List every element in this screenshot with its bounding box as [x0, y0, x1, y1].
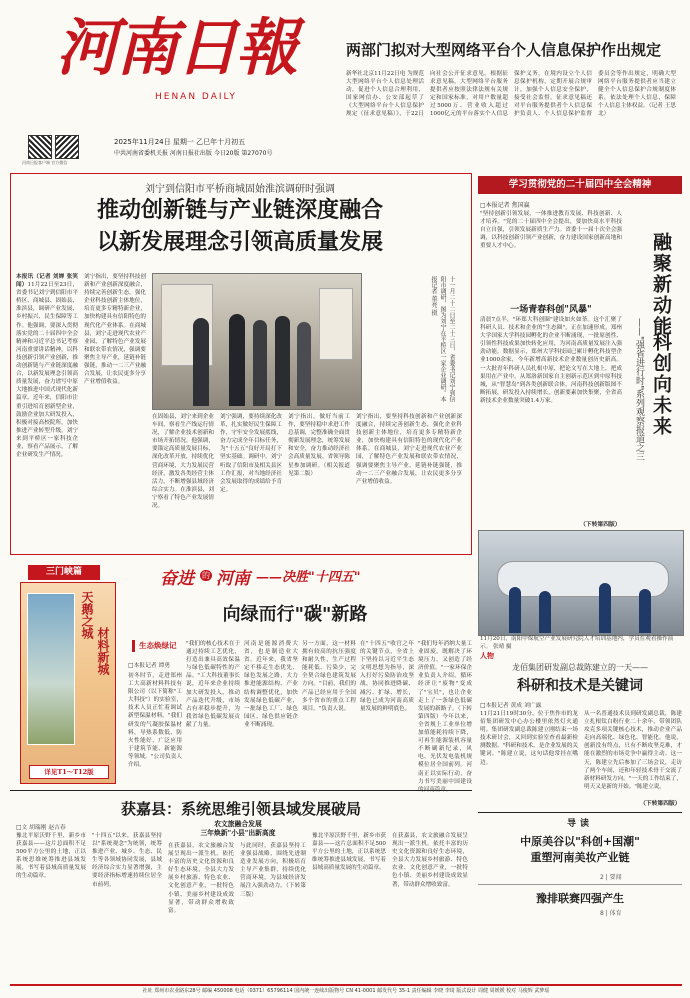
- slogan-part-mid: 的: [202, 571, 210, 580]
- people-kicker: 龙佰集团研发副总裁陈建立的一天——: [512, 663, 648, 672]
- masthead-title: 河南日報: [56, 11, 297, 84]
- lead-body-1: 11月22日至23日，省委书记刘宁到信阳市平桥区、商城县、固始县、淮滨县，调研产业发展、乡村振兴、民生保障等工作。他强调，要深入贯彻落实党的二十届四中全会精神和习近平总书记考察河南重要讲话精神，以科技创新引领产业创新，推动创新链与产业链深度融合，以新发展理念引领高质量发展，奋力谱写中原大地推进中国式现代化新篇章。近年来，信阳市注重引进培育创新型企业，鼓励企业加大研发投入，积极对接高校院所，加快推进产业转型升级。刘宁来到平桥区一家科技企业，察看产品展示，了解企业研发生产情况。: [16, 282, 78, 459]
- slogan-band: [120, 564, 470, 589]
- lead-col-2: [84, 273, 146, 547]
- bottom-col-5: [312, 832, 386, 982]
- footer-text: 社址 郑州市农业路东28号 邮编 450008 电话（0371）65796114 国内统一连续出版物号 CN 41-0001 邮发代号 35-1 责任编辑 李晓 李琦 版式设计 周健 周媛媛 校对 马俊辉 武梦瑶: [142, 988, 550, 994]
- bottom-col-1: [16, 832, 86, 982]
- lead-col-3: [152, 413, 214, 547]
- people-col-2: [584, 710, 682, 796]
- green-body-1: 初冬时节，走进郑州工大高新材料科技有限公司（以下简称"工大科技"）的实验室，技术人员正忙着调试新型保温材料。"我们研发的气凝胶保温材料，导热系数低、防火性能好，广泛应用于建筑节能、新能源等领域。"公司负责人介绍。: [128, 673, 182, 769]
- bottom-body-1: 豫北平原沃野千里，新乡市获嘉县——这片总面积不足500平方公里的土地，正以系统思维统筹推进县域发展，书写着县域高质量发展的生动篇章。: [16, 833, 86, 880]
- green-body-5: 在"十四五"收官之年的关键节点，全省上下坚持以习近平生态文明思想为指导，深入打好污染防治攻坚战，协同推进降碳、减污、扩绿、增长，绿色已成为河南高质量发展的鲜明底色。: [360, 641, 414, 712]
- section-label: 生态焕绿记: [132, 640, 203, 652]
- right-photo: [478, 530, 684, 636]
- people-label: 人物: [480, 652, 494, 660]
- lead-byline: 本报讯（记者 刘婵 张笑闻）: [16, 274, 78, 289]
- sidebar-text-1: 天鹅之城: [80, 591, 94, 639]
- people-body-3: 这一天，陈建立先后参加了三场会议，走访了两个车间，还和年轻技术骨干交流了新材料研发方向。"一天的工作结束了，明天又是新的开始。"陈建立说。: [584, 751, 682, 790]
- people-byline: □本报记者 黄成 刘广露: [480, 703, 542, 709]
- guide-item-1-headline[interactable]: 中原美谷以"科创+国潮" 重塑河南美妆产业链: [520, 835, 640, 864]
- lead-photo: [152, 273, 362, 410]
- rule-guide: [478, 812, 682, 813]
- lead-col-4: [220, 413, 282, 547]
- green-body-7: 今年以来，全省规上工业单位增加值能耗持续下降，可再生能源装机容量不断刷新纪录，风电、光伏发电装机规模位居全国前列。河南正以实际行动，奋力书写美丽中国建设: [418, 713, 472, 785]
- lead-col-6: [356, 413, 462, 547]
- green-col-4: [302, 640, 356, 782]
- lead-col-5: [288, 413, 350, 547]
- lead-body-3: 在固始县，刘宁来到企业车间，察看生产线运行情况，了解企业技术创新和市场开拓情况。他强调，要锚定高质量发展目标，深化改革开放，持续优化营商环境，大力发展民营经济，激发各类经营主体活力，不断增强县域经济综合实力。在淮滨县，刘宁察看了特色产业发展情况。: [152, 414, 214, 510]
- slogan-part-1: 奋进: [160, 569, 194, 589]
- right-byline: □本报记者 焦国赢: [480, 202, 530, 209]
- bottom-body-3: 在获嘉县，农文旅融合发展呈现出一派生机。依托丰富的历史文化资源和良好生态环境，全县大力发展乡村旅游、特色农业、文化创意产业，一批特色小镇、美丽乡村建设成效显著，带动群众增收致富。: [168, 843, 234, 914]
- bottom-headline: 获嘉县：系统思维引领县域发展破局: [120, 800, 361, 818]
- bottom-body-2: "十四五"以来，获嘉县坚持以"系统观念"为统领，统筹推进产业、城乡、生态、民生等各领域协同发展，县域经济综合实力显著增强，主要经济指标增速持续位居全市前列。: [92, 833, 162, 888]
- lead-body-2: 刘宁指出，要坚持科技创新和产业创新深度融合，持续完善创新生态，强化企业科技创新主体地位，培育更多专精特新企业，加快构建具有信阳特色的现代化产业体系。在商城县，刘宁走进现代农业产业园，了解特色产业发展和联农带农情况，强调要聚焦主导产业，延链补链强链，推动一二三产业融合发展，让农民更多分享产业增值收益。: [84, 274, 146, 386]
- right-continued: （下转第四版）: [580, 522, 621, 528]
- bottom-byline: □文 胡瑞刚 赵吉春: [16, 825, 66, 831]
- vertical-title-2: 科创向未来: [650, 332, 672, 437]
- top-story-body: [346, 70, 676, 162]
- green-body-6: "我们每年消纳大量工业固废，既解决了环境压力，又创造了经济价值。"一家环保企业负责人介绍。循环经济让"废物"变成了"宝贝"，也让企业走上了一条绿色低碳发展的新路子。（下转第四版）: [418, 641, 472, 720]
- green-body-4: 另一方面，这一材料拥有较高的抗压强度和耐久性，生产过程能耗低、污染少，完全契合绿色建筑发展方向。"目前，我们的产品已经应用于全国多个省市的重点工程项目。"负责人说。: [302, 641, 356, 712]
- bottom-col-3: [168, 842, 234, 982]
- lead-body-5: 刘宁指出，做好当前工作，要坚持稳中求进工作总基调，完整准确全面贯彻新发展理念，统筹发展和安全，奋力推动经济社会高质量发展。省领导陈星参加调研。（相关报道见第二版）: [288, 414, 350, 477]
- qr-left-caption: 河南日报客户端 官方微信: [22, 160, 68, 165]
- masthead-english: HENAN DAILY: [155, 92, 237, 102]
- green-headline: 向绿而行"碳"新路: [222, 604, 368, 625]
- sidebar-note: 详见T1～T12版: [29, 765, 109, 779]
- footer-rule: [10, 984, 682, 986]
- lead-body-4: 刘宁强调，要持续深化改革，扎实做好民生保障工作，守牢安全发展底线，奋力完成全年目标任务，为"十五五"良好开局打下坚实基础。调研中，刘宁听取了信阳市及相关县区工作汇报，对当地经济社会发展取得的成绩给予肯定。: [220, 414, 282, 493]
- lead-body-6: 刘宁指出，要坚持科技创新和产业创新深度融合，持续完善创新生态，强化企业科技创新主体地位，培育更多专精特新企业，加快构建具有信阳特色的现代化产业体系。在商城县，刘宁走进现代农业产业园，了解特色产业发展和联农带农情况，强调要聚焦主导产业，延链补链强链，推动一二三产业融合发展，让农民更多分享产业增值收益。: [356, 414, 462, 485]
- slogan-part-3: ——决胜"十四五": [256, 570, 361, 585]
- right-photo-caption: 11月20日，南阳中煤航空产业发展研究院人才培训基地内，学员在观看操作演示。 张晴 摄: [480, 636, 674, 650]
- people-continued: （下转第四版）: [640, 801, 681, 807]
- lead-photo-caption: 十一月二十二日至二十三日，省委书记刘宁到信阳市调研，图为刘宁在平桥区一家企业调研。本报记者 董亮 摄: [430, 276, 455, 402]
- vertical-title-1: 融聚新动能: [650, 232, 672, 337]
- people-body-2: 从一名普通技术员到研发副总裁，陈建立扎根钛白粉行业二十余年，带领团队攻克多项关键核心技术，推动企业产品走向高端化、绿色化、智能化。他说，创新没有终点，只有不断攻坚克难，才能在激烈的市场竞争中赢得主动。: [584, 711, 682, 758]
- lead-col-1: [16, 273, 78, 547]
- right-intro-text: "坚持创新引领发展，一体推进教育发展、科技创新、人才培养。"党的二十届四中全会提出，要加快高水平科技自立自强，引领发展新质生产力。省委十一届十次全会强调，以科技创新引领产业创新，奋力建设国家创新高地和重要人才中心。: [480, 211, 622, 250]
- people-body-1: 11月21日19时30分，位于焦作市的龙佰集团研发中心办公楼里依然灯火通明。集团研发副总裁陈建立刚结束一场技术研讨会，又回到实验室查看最新检测数据。"科研和技术，是企业发展的关键词。"陈建立说，这句话他常挂在嘴边。: [480, 711, 578, 766]
- rule-guide-2: [478, 884, 682, 885]
- guide-item-1-page: 2 | 要闻: [600, 874, 622, 881]
- people-col-1: [480, 710, 578, 804]
- green-body-3: 河南是能源消费大省，也是制造业大省。近年来，我省坚定不移走生态优先、绿色发展之路，大力推进能源结构、产业结构调整优化，加快发展绿色低碳产业，一批绿色工厂、绿色园区、绿色供应链企业不断涌现。: [244, 641, 298, 728]
- bottom-subhead: 农文旅融合发展 三年焕新"小县"出新高度: [200, 820, 276, 837]
- sidebar-text-2: 材料新城: [96, 627, 110, 675]
- bottom-body-6: 在获嘉县，农文旅融合发展呈现出一派生机。依托丰富的历史文化资源和良好生态环境，全县大力发展乡村旅游、特色农业、文化创意产业，一批特色小镇、美丽乡村建设成效显著，带动群众增收致富。: [392, 833, 468, 888]
- right-subhead: 一场青春科创"风暴": [510, 305, 592, 315]
- bottom-col-2: [92, 832, 162, 982]
- date-line: 2025年11月24日 星期一 乙巳年十月初五: [114, 138, 246, 146]
- qr-left: [28, 135, 52, 159]
- right-body-3: 从郑洛新国家自主创新示范区到中原科技城，从"智慧岛"到各类创新联合体，河南科技创新版图不断拓展，研发投入持续增长，创新要素加快集聚，全省高新技术企业数量突破1.4万家。: [480, 373, 622, 404]
- bottom-col-6: [392, 832, 468, 982]
- vertical-subtitle: ——"强省进行时"系列观察报道之三: [634, 318, 644, 462]
- lead-headline-1: 推动创新链与产业链深度融合: [96, 197, 383, 223]
- sidebar-image: [27, 593, 75, 745]
- guide-label: 导读: [566, 819, 593, 829]
- bottom-body-5: 豫北平原沃野千里，新乡市获嘉县——这片总面积不足500平方公里的土地，正以系统思维统筹推进县域发展，书写着县域高质量发展的生动篇章。: [312, 833, 386, 872]
- right-body-2: 数据显示，郑州大学科技园已累计孵化科技型企业1000余家，今年新增高新技术企业数量创历史新高。一大批青年科研人员扎根中原，把论文写在大地上，把成果用在产业中。: [480, 349, 622, 380]
- top-story-text: 新华社北京11月22日电 为规范大型网络平台个人信息处理活动，促进个人信息合理利用，国家网信办、公安部起草了《大型网络平台个人信息保护规定（征求意见稿）》，于22日向社会公开征求意见。根据征求意见稿，大型网络平台服务提供者应按照法律法规有关规定和国家标准，对用户数量超过5000万、营业收入超过1000亿元的平台落实个人信息保护义务，在境内设立个人信息保护机构，定期开展合规审计，加强个人信息安全保护，接受社会监督。征求意见稿还对平台服务提供者个人信息保护负责人、个人信息保护监督委员会等作出规定，明确大型网络平台服务提供者应当建立健全个人信息保护合规制度体系，依法处理个人信息，保障个人信息主体权益。（记者 王思北）: [346, 71, 676, 118]
- bottom-body-4: 与此同时，获嘉县坚持工业强县战略，围绕先进制造业发展方向，积极培育主导产业集群，持续优化营商环境，为县域经济发展注入强劲动力。（下转第三版）: [240, 843, 306, 898]
- green-byline: □本报记者 谭勇: [128, 663, 171, 669]
- bottom-col-4: [240, 842, 306, 982]
- guide-item-2-page: 8 | 体育: [600, 910, 622, 917]
- publisher-line: 中共河南省委机关报 河南日报社出版 今日20版 第27070号: [114, 150, 273, 157]
- right-banner: 学习贯彻党的二十届四中全会精神: [478, 176, 682, 194]
- right-body-1: 清晨7点半，"环郑大科创圈"建设如火如荼。这个汇聚了科研人员、技术和企业的"生态圈"，正在加速形成。郑州大学国家大学科技园孵化的企业不断涌现，一批原创性、引领性科技成果加快转化应用，为河南高质量发展注入强劲动能。: [480, 317, 622, 356]
- lead-kicker: 刘宁到信阳市平桥商城固始淮滨调研时强调: [145, 184, 335, 195]
- right-body: [480, 316, 622, 518]
- green-col-1: [128, 672, 182, 782]
- green-col-3: [244, 640, 298, 782]
- sidebar-tag: 三门峡篇: [28, 565, 100, 580]
- rule-bottom-story: [10, 790, 472, 791]
- green-col-2: [186, 640, 240, 782]
- green-col-6: [418, 640, 472, 785]
- green-col-5: [360, 640, 414, 782]
- lead-headline-2: 以新发展理念引领高质量发展: [96, 229, 383, 255]
- sidebar-card: [20, 582, 116, 784]
- slogan-part-2: 河南: [216, 569, 250, 589]
- qr-right: [55, 135, 79, 159]
- guide-item-2-headline[interactable]: 豫排联赛四强产生: [536, 892, 624, 905]
- right-intro: [480, 210, 622, 302]
- people-headline: 科研和技术是关键词: [517, 678, 643, 694]
- green-body-2: "我们的核心技术在于通过持续工艺优化，打造出兼具高效保温与绿色低碳特性的产品。"工大科技董事长说，近年来企业持续加大研发投入，推动产品迭代升级，市场占有率稳步提升，为我省绿色低碳发展贡献了力量。: [186, 641, 240, 728]
- top-story-headline: 两部门拟对大型网络平台个人信息保护作出规定: [346, 41, 662, 59]
